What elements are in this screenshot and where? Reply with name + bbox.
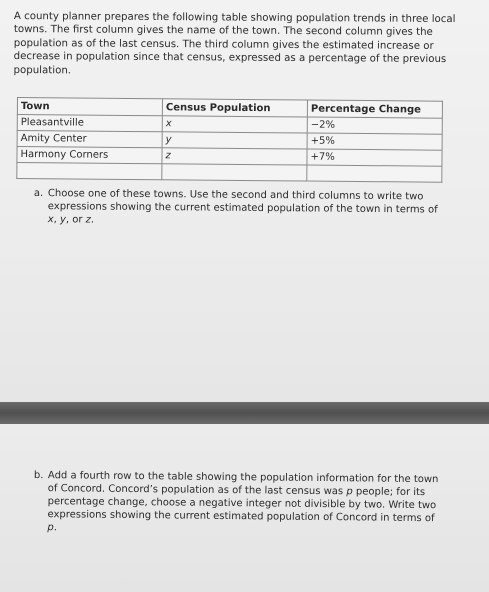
intro-line: towns. The first column gives the name of the town. The second column gives the	[13, 24, 433, 39]
text-span: of Concord. Concord’s population as of the last census was	[47, 483, 347, 498]
var-x: x	[47, 214, 54, 226]
cell-population: y	[162, 132, 307, 149]
question-a-text: Choose one of these towns. Use the second and third columns to write two	[47, 188, 424, 203]
cell-population	[162, 164, 307, 181]
cell-change: +7%	[307, 149, 442, 166]
intro-paragraph	[14, 10, 469, 80]
header-town: Town	[17, 98, 162, 116]
table-row-empty	[17, 163, 442, 183]
var-y: y	[59, 214, 66, 226]
cell-change: −2%	[307, 117, 442, 134]
separator: ,	[53, 214, 61, 226]
question-a-label: a.	[33, 187, 44, 200]
question-a-text: expressions showing the current estimated population of the town in terms of	[47, 201, 438, 216]
cell-town: Harmony Corners	[17, 147, 162, 164]
population-table	[16, 97, 443, 183]
text-span: .	[53, 522, 57, 534]
page-divider-bar	[0, 402, 489, 424]
header-census-population: Census Population	[162, 99, 307, 117]
question-a	[34, 187, 444, 230]
text-span: people; for its	[352, 486, 426, 499]
cell-population: z	[162, 148, 307, 165]
text-span: expressions showing the current estimated population of Concord in terms of	[47, 509, 435, 525]
question-b	[33, 469, 444, 538]
cell-town: Pleasantville	[17, 115, 162, 132]
header-percentage-change: Percentage Change	[307, 100, 442, 118]
var-p: p	[47, 522, 54, 534]
intro-line: population as of the last census. The third column gives the estimated increase or	[13, 37, 434, 52]
cell-population: x	[162, 116, 307, 133]
intro-line: decrease in population since that census, expressed as a percentage of the previous	[13, 51, 447, 66]
question-b-text	[33, 508, 443, 538]
question-b-label: b.	[33, 469, 44, 482]
intro-line: A county planner prepares the following table showing population trends in three local	[13, 10, 456, 26]
separator: , or	[65, 214, 86, 226]
cell-town: Amity Center	[17, 131, 162, 148]
question-b-text: Add a fourth row to the table showing the population information for the town	[47, 470, 439, 486]
cell-town	[17, 163, 162, 180]
cell-change: +5%	[307, 133, 442, 150]
question-b-text: percentage change, choose a negative integer not divisible by two. Write two	[47, 496, 437, 512]
period: .	[90, 214, 95, 226]
var-z: z	[85, 214, 91, 226]
var-p: p	[346, 486, 353, 498]
cell-change	[307, 165, 442, 182]
intro-line: population.	[13, 64, 72, 77]
